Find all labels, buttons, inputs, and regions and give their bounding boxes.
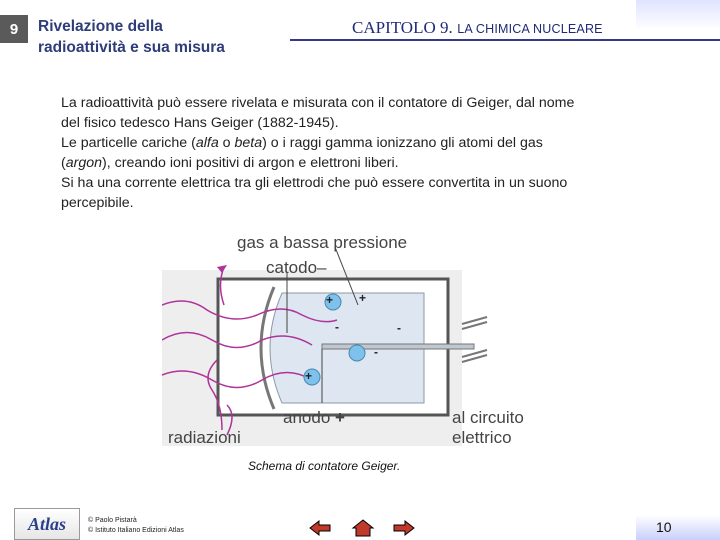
home-icon <box>351 518 375 538</box>
slide-title <box>38 16 225 58</box>
electron-sphere <box>349 345 365 361</box>
label-gas-pressure: gas a bassa pressione <box>237 233 408 252</box>
nav-previous-button[interactable] <box>307 517 333 539</box>
slide-number-badge: 9 <box>0 15 28 43</box>
body-line: Si ha una corrente elettrica tra gli elettrodi che può essere convertita in un suono <box>61 175 568 191</box>
slide-title-line2: radioattività e sua misura <box>38 39 225 56</box>
body-text <box>61 93 661 213</box>
term-beta: beta <box>234 135 263 151</box>
body-text-fragment: Le particelle cariche ( <box>61 135 196 151</box>
label-anode <box>283 408 345 428</box>
nav-next-button[interactable] <box>391 517 417 539</box>
electron-sign: - <box>335 320 339 334</box>
chapter-subject: LA CHIMICA NUCLEARE <box>457 22 603 36</box>
body-text-fragment: o <box>218 135 235 151</box>
publisher-logo <box>14 508 80 540</box>
body-line: percepibile. <box>61 195 134 211</box>
chapter-header <box>352 18 603 38</box>
label-circuit-line2: elettrico <box>452 428 512 447</box>
label-anode-text: anodo <box>283 408 331 427</box>
arrow-right-icon <box>392 519 416 537</box>
arrow-left-icon <box>308 519 332 537</box>
body-text-fragment: ) o i raggi gamma ionizzano gli atomi del gas <box>262 135 543 151</box>
body-line <box>61 133 661 153</box>
positive-ion-sign: + <box>359 291 367 305</box>
header-decoration <box>636 0 720 30</box>
body-text-fragment: ), creando ioni positivi di argon e elettroni liberi. <box>102 155 399 171</box>
term-argon: argon <box>65 155 103 171</box>
header-rule <box>290 39 720 41</box>
positive-ion-sign: + <box>305 369 313 383</box>
credits <box>88 516 184 536</box>
electron-sign: - <box>397 321 401 335</box>
body-line: La radioattività può essere rivelata e misurata con il contatore di Geiger, dal nome <box>61 95 575 111</box>
label-radiation: radiazioni <box>168 428 241 447</box>
anode-wire <box>322 344 474 349</box>
logo-text: Atlas <box>27 513 66 534</box>
term-alfa: alfa <box>195 135 219 151</box>
page-number: 10 <box>656 519 672 535</box>
credit-publisher: © Istituto Italiano Edizioni Atlas <box>88 527 184 534</box>
label-circuit-line1: al circuito <box>452 408 524 427</box>
body-text-fragment: ( <box>61 155 66 171</box>
credit-author: © Paolo Pistarà <box>88 517 137 524</box>
body-line <box>61 153 661 173</box>
label-cathode: catodo– <box>266 258 327 277</box>
diagram-caption: Schema di contatore Geiger. <box>248 459 401 473</box>
electron-sign: - <box>374 345 378 359</box>
geiger-counter-diagram <box>162 225 534 450</box>
positive-ion-sign: + <box>326 293 334 307</box>
nav-home-button[interactable] <box>350 517 376 539</box>
anode-plus-sign: + <box>335 408 345 427</box>
chapter-label: CAPITOLO 9. <box>352 18 453 37</box>
page-number-box <box>636 515 720 540</box>
slide-title-line1: Rivelazione della <box>38 18 163 35</box>
body-line: del fisico tedesco Hans Geiger (1882-1945). <box>61 115 339 131</box>
